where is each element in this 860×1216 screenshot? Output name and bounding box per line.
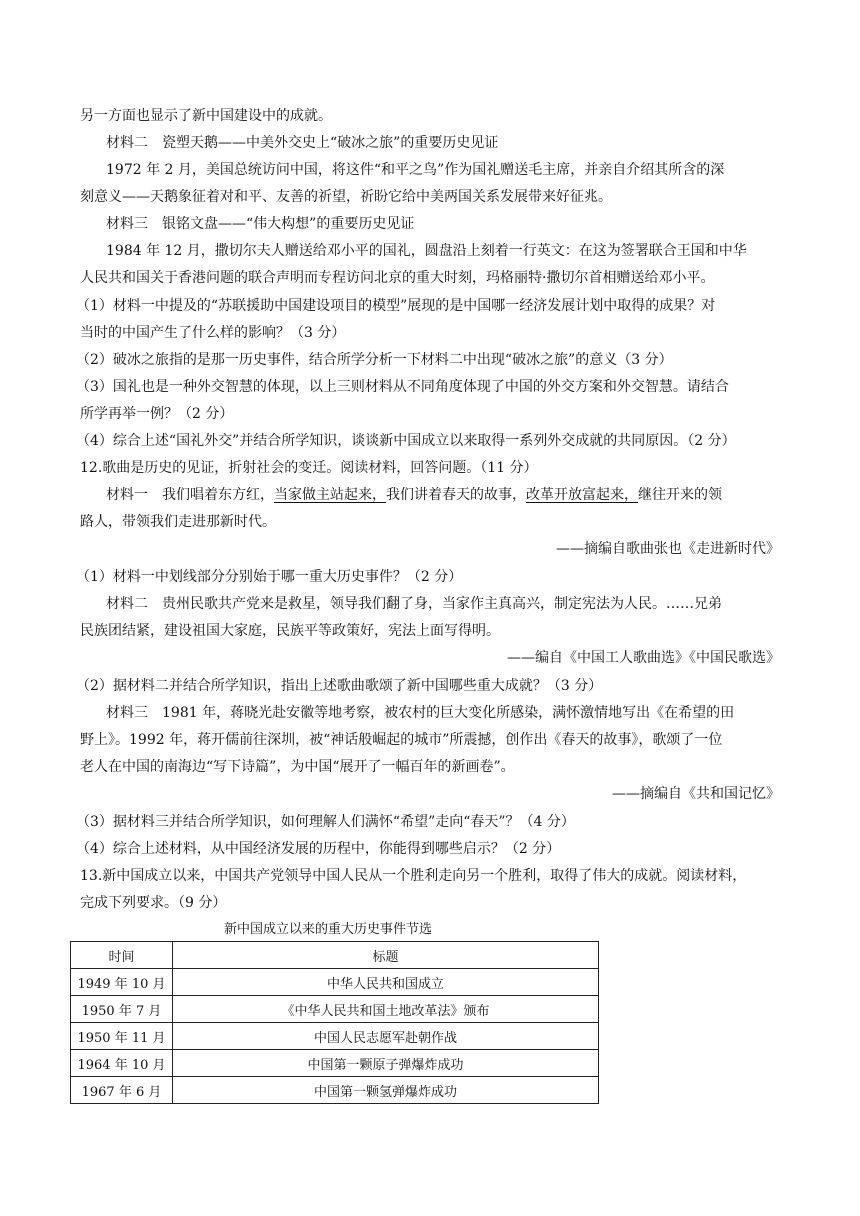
- source-citation: ——编自《中国工人歌曲选》《中国民歌选》: [507, 650, 780, 666]
- cell-date: 1967 年 6 月: [71, 1077, 173, 1104]
- underlined-text: 改革开放富起来，: [526, 487, 638, 503]
- text-line: 路人，带领我们走进那新时代。: [80, 514, 276, 530]
- material-text: 材料一 我们唱着东方红，: [106, 487, 274, 503]
- question-line: （3）据材料三并结合所学知识，如何理解人们满怀“希望”走向“春天”？（4 分）: [76, 814, 575, 830]
- table-row: [71, 969, 599, 996]
- question-line: （4）综合上述材料，从中国经济发展的历程中，你能得到哪些启示？（2 分）: [76, 841, 561, 857]
- material-line: 材料三 1981 年，蒋晓光赴安徽等地考察，被农村的巨大变化所感染，满怀激情地写出《在希望的田: [106, 705, 735, 721]
- source-citation: ——摘编自歌曲张也《走进新时代》: [556, 541, 780, 557]
- material-text: 我们讲着春天的故事，: [386, 487, 526, 503]
- question-line: （2）据材料二并结合所学知识，指出上述歌曲歌颂了新中国哪些重大成就？（3 分）: [76, 678, 603, 694]
- material-heading: 材料二 瓷塑天鹅——中美外交史上“破冰之旅”的重要历史见证: [106, 135, 499, 151]
- material-text: 继往开来的领: [638, 487, 722, 503]
- cell-event: 《中华人民共和国土地改革法》颁布: [173, 996, 599, 1023]
- table-row: [71, 996, 599, 1023]
- table-row: [71, 1023, 599, 1050]
- cell-date: 1950 年 11 月: [71, 1023, 173, 1050]
- material-line: 材料二 贵州民歌共产党来是救星，领导我们翻了身，当家作主真高兴，制定宪法为人民。……兄弟: [106, 596, 722, 612]
- question-title: 12.歌曲是历史的见证，折射社会的变迁。阅读材料，回答问题。（11 分）: [80, 460, 538, 476]
- text-line: 老人在中国的南海边“写下诗篇”，为中国“展开了一幅百年的新画卷”。: [80, 759, 515, 775]
- question-line: （1）材料一中提及的“苏联援助中国建设项目的模型”展现的是中国哪一经济发展计划中取得的成果？对: [76, 298, 716, 314]
- material-heading: 材料三 银铭文盘——“伟大构想”的重要历史见证: [106, 216, 415, 232]
- text-line: 人民共和国关于香港问题的联合声明而专程访问北京的重大时刻，玛格丽特·撒切尔首相赠送给邓小平。: [80, 270, 715, 286]
- text-line: 野上》。1992 年，蒋开儒前往深圳，被“神话般崛起的城市”所震撼，创作出《春天的故事》，歌颂了一位: [80, 732, 723, 748]
- text-line: 民族团结紧，建设祖国大家庭，民族平等政策好，宪法上面写得明。: [80, 623, 500, 639]
- cell-event: 中国人民志愿军赴朝作战: [173, 1023, 599, 1050]
- question-title: 13.新中国成立以来，中国共产党领导中国人民从一个胜利走向另一个胜利，取得了伟大的成就。阅读材料，: [80, 868, 747, 884]
- question-line: （2）破冰之旅指的是那一历史事件，结合所学分析一下材料二中出现“破冰之旅”的意义（3 分）: [76, 352, 673, 368]
- cell-date: 1950 年 7 月: [71, 996, 173, 1023]
- table-header-row: [71, 942, 599, 969]
- question-line: 完成下列要求。（9 分）: [80, 895, 227, 911]
- cell-event: 中国第一颗氢弹爆炸成功: [173, 1077, 599, 1104]
- table-row: [71, 1077, 599, 1104]
- underlined-text: 当家做主站起来，: [274, 487, 386, 503]
- cell-date: 1964 年 10 月: [71, 1050, 173, 1077]
- header-title: 标题: [173, 942, 599, 969]
- question-line: 当时的中国产生了什么样的影响？（3 分）: [80, 325, 346, 341]
- events-table: [70, 941, 599, 1104]
- table-row: [71, 1050, 599, 1077]
- text-line: 1984 年 12 月，撒切尔夫人赠送给邓小平的国礼，圆盘沿上刻着一行英文：在这为签署联合王国和中华: [106, 243, 747, 259]
- text-line: 1972 年 2 月，美国总统访问中国，将这件“和平之鸟”作为国礼赠送毛主席，并亲自介绍其所含的深: [106, 162, 725, 178]
- question-line: （1）材料一中划线部分分别始于哪一重大历史事件？（2 分）: [76, 569, 463, 585]
- question-line: （4）综合上述“国礼外交”并结合所学知识，谈谈新中国成立以来取得一系列外交成就的共同原因。（2 分）: [76, 433, 736, 449]
- text-line: 刻意义——天鹅象征着对和平、友善的祈望，祈盼它给中美两国关系发展带来好征兆。: [80, 189, 612, 205]
- cell-event: 中华人民共和国成立: [173, 969, 599, 996]
- table-caption: 新中国成立以来的重大历史事件节选: [223, 922, 432, 937]
- source-citation: ——摘编自《共和国记忆》: [612, 786, 780, 802]
- material-line: [106, 486, 782, 504]
- question-line: 所学再举一例？（2 分）: [80, 406, 234, 422]
- cell-event: 中国第一颗原子弹爆炸成功: [173, 1050, 599, 1077]
- text-line: 另一方面也显示了新中国建设中的成就。: [80, 108, 332, 124]
- header-time: 时间: [71, 942, 173, 969]
- cell-date: 1949 年 10 月: [71, 969, 173, 996]
- question-line: （3）国礼也是一种外交智慧的体现，以上三则材料从不同角度体现了中国的外交方案和外交智慧。请结合: [76, 379, 729, 395]
